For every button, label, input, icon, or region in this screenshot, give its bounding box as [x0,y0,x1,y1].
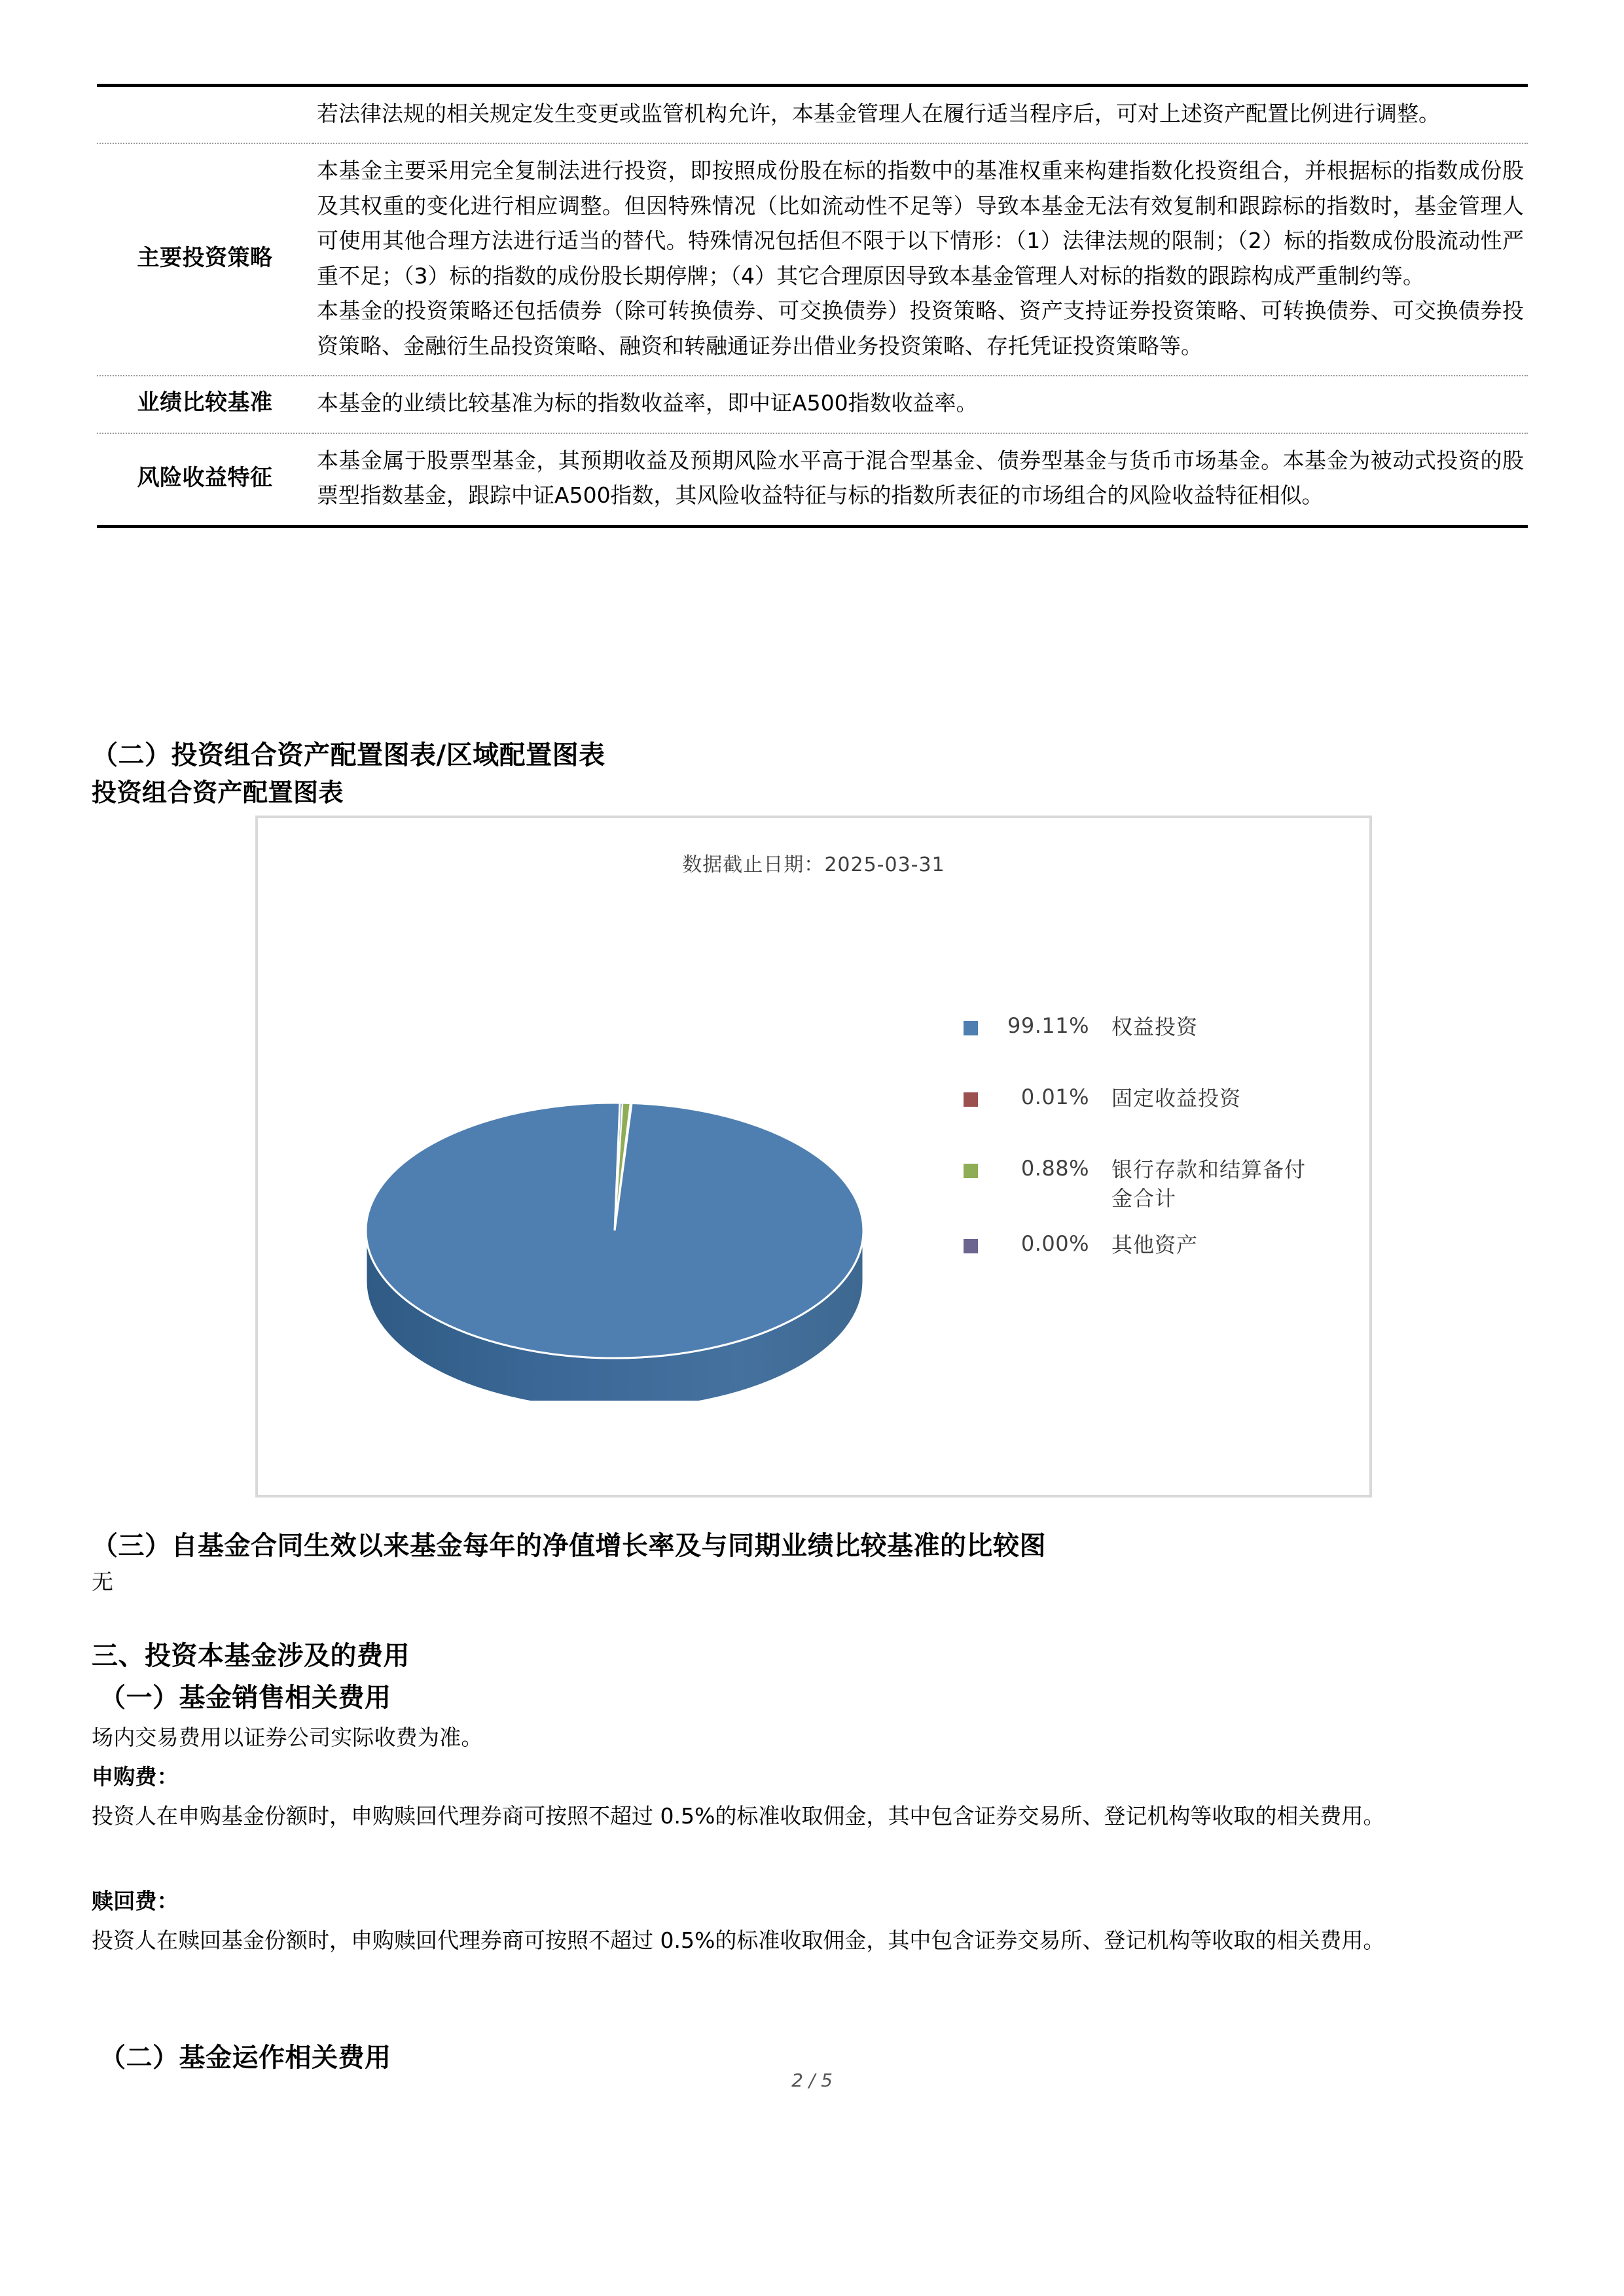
legend-item-bank-deposit [964,1156,1356,1212]
legend-item-equity [964,1013,1356,1041]
table-row [97,143,1528,376]
table-row [97,433,1528,526]
section-heading-portfolio-allocation: （二）投资组合资产配置图表/区域配置图表 [92,740,605,770]
legend-label: 银行存款和结算备付金合计 [1111,1157,1307,1211]
paragraph: 本基金属于股票型基金，其预期收益及预期风险水平高于混合型基金、债券型基金与货币市场基金。本基金为被动式投资的股票型指数基金，跟踪中证A500指数，其风险收益特征与标的指数所表征的市场组合的风险收益特征相似。 [317,447,1524,509]
row-label: 风险收益特征 [97,433,313,526]
paragraph: 本基金主要采用完全复制法进行投资，即按照成份股在标的指数中的基准权重来构建指数化投资组合，并根据标的指数成份股及其权重的变化进行相应调整。但因特殊情况（比如流动性不足等）导致本基金无法有效复制和跟踪标的指数时，基金管理人可使用其他合理方法进行适当的替代。特殊情况包括但不限于以下情形：（1）法律法规的限制；（2）标的指数成份股流动性严重不足；（3）标的指数的成份股长期停牌；（4）其它合理原因导致本基金管理人对标的指数的跟踪构成严重制约等。 [317,158,1524,289]
row-label: 业绩比较基准 [97,376,313,433]
sales-fees-intro: 场内交易费用以证券公司实际收费为准。 [92,1725,483,1750]
legend-swatch-icon [964,1164,978,1178]
legend-value: 0.00% [1020,1230,1089,1256]
row-content [313,143,1528,376]
legend-swatch-icon [964,1239,978,1253]
pie-chart-svg [336,1034,880,1401]
chart-legend [964,1013,1356,1259]
section-body-annual-growth-comparison: 无 [92,1569,114,1594]
legend-label: 其他资产 [1111,1232,1199,1257]
row-content [313,433,1528,526]
section-heading-fees: 三、投资本基金涉及的费用 [92,1641,410,1671]
legend-item-fixed-income [964,1085,1356,1113]
asset-allocation-chart-panel [255,816,1372,1498]
subscription-fee-label: 申购费： [92,1764,179,1789]
legend-swatch-icon [964,1021,978,1035]
redemption-fee-body: 投资人在赎回基金份额时，申购赎回代理券商可按照不超过 0.5%的标准收取佣金，其中包含证券交易所、登记机构等收取的相关费用。 [92,1928,1385,1953]
legend-value: 99.11% [1007,1013,1089,1038]
paragraph: 若法律法规的相关规定发生变更或监管机构允许，本基金管理人在履行适当程序后，可对上述资产配置比例进行调整。 [317,101,1440,126]
table-row [97,86,1528,144]
subsection-heading-sales-fees: （一）基金销售相关费用 [99,1683,391,1713]
row-label [97,86,313,144]
subheading-portfolio-allocation-chart: 投资组合资产配置图表 [92,778,344,807]
table-row [97,376,1528,433]
legend-item-other-assets [964,1231,1356,1259]
chart-as-of-date: 2025-03-31 [824,853,945,876]
legend-value: 0.88% [1020,1156,1089,1181]
legend-swatch-icon [964,1092,978,1107]
legend-value: 0.01% [1020,1085,1089,1110]
row-label: 主要投资策略 [97,143,313,376]
page-indicator: 2 / 5 [791,2070,833,2091]
paragraph: 本基金的投资策略还包括债券（除可转换债券、可交换债券）投资策略、资产支持证券投资策略、可转换债券、可交换债券投资策略、金融衍生品投资策略、融资和转融通证券出借业务投资策略、存托凭证投资策略等。 [317,298,1524,359]
row-content [313,86,1528,144]
fund-spec-table [97,84,1528,528]
row-content [313,376,1528,433]
subscription-fee-body: 投资人在申购基金份额时，申购赎回代理券商可按照不超过 0.5%的标准收取佣金，其中包含证券交易所、登记机构等收取的相关费用。 [92,1803,1385,1829]
paragraph: 本基金的业绩比较基准为标的指数收益率，即中证A500指数收益率。 [317,390,978,416]
chart-title-prefix: 数据截止日期： [682,853,825,876]
chart-title [258,848,1369,877]
legend-label: 权益投资 [1111,1014,1199,1039]
section-heading-annual-growth-comparison: （三）自基金合同生效以来基金每年的净值增长率及与同期业绩比较基准的比较图 [92,1531,1046,1561]
page-footer [0,2070,1624,2091]
pie-chart [336,1034,880,1401]
legend-label: 固定收益投资 [1111,1086,1242,1111]
redemption-fee-label: 赎回费： [92,1888,179,1914]
subsection-heading-operation-fees: （二）基金运作相关费用 [99,2043,391,2073]
